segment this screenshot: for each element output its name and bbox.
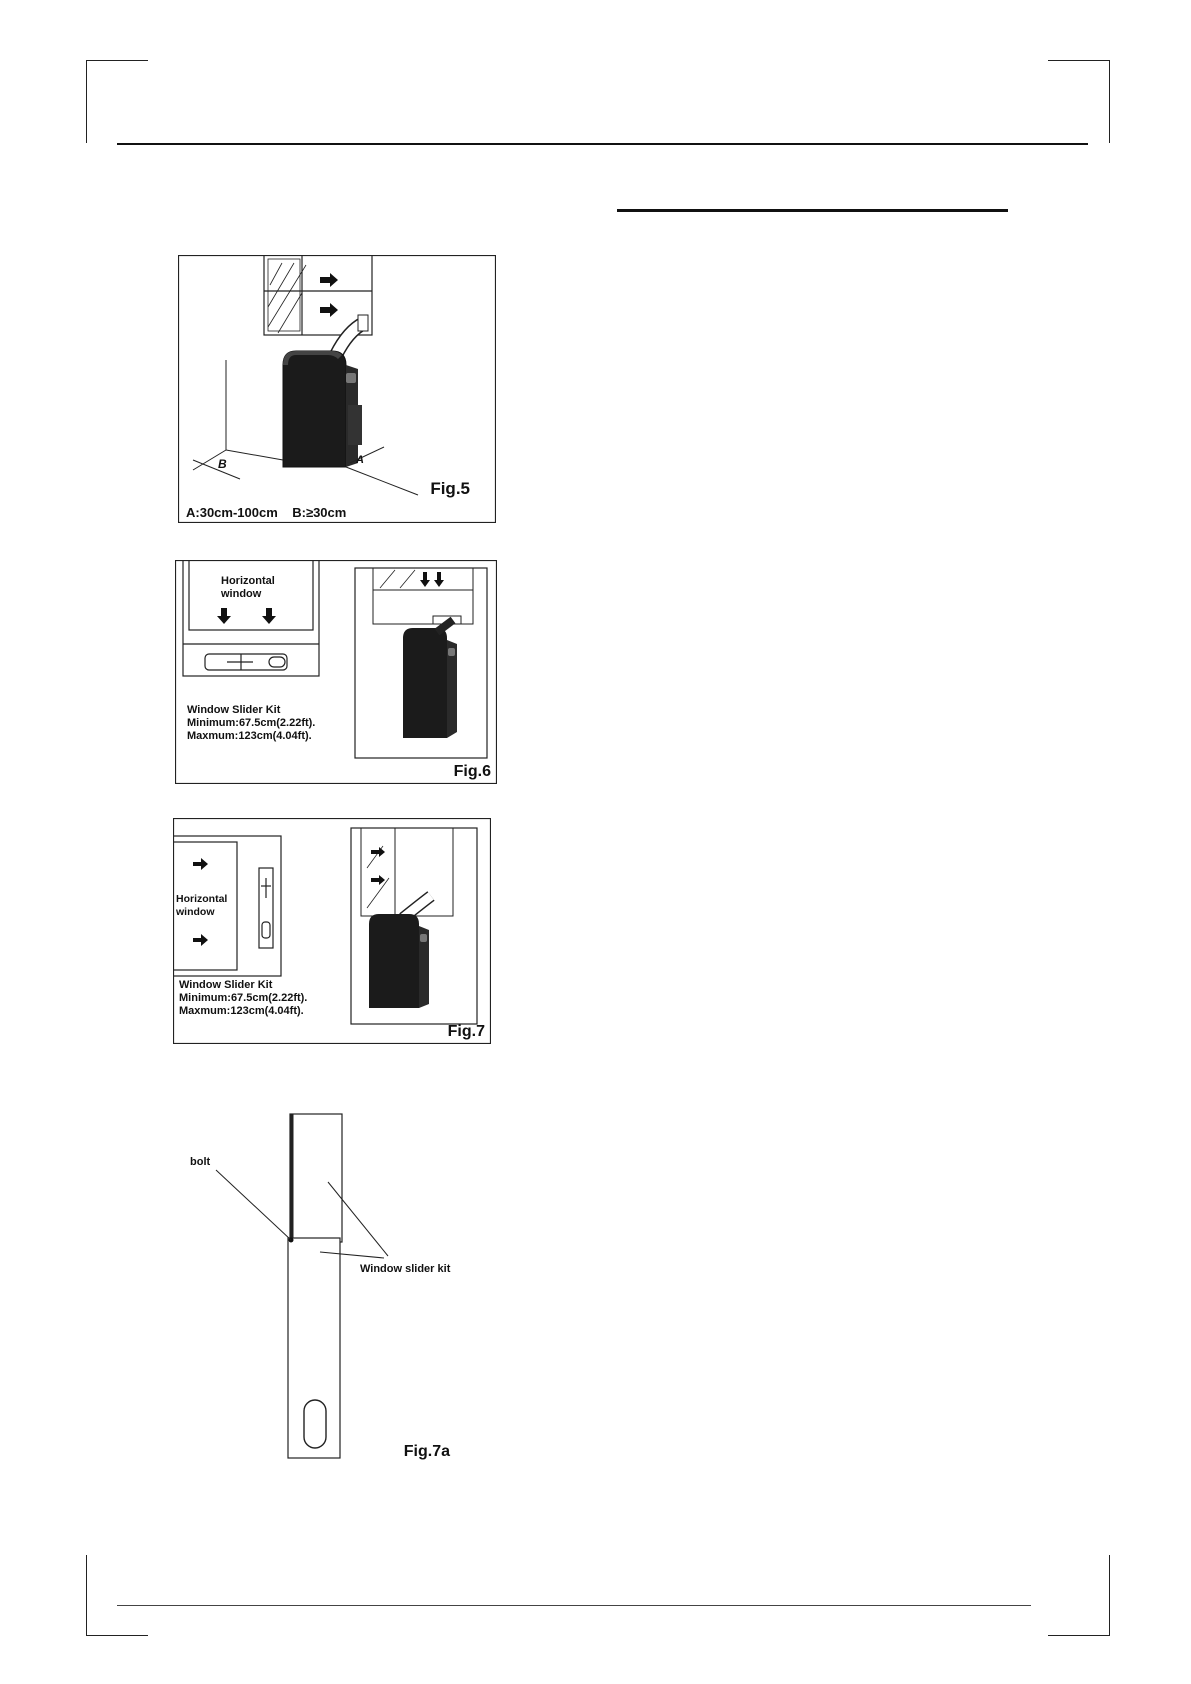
fig6-kit-min: Minimum:67.5cm(2.22ft).	[187, 717, 316, 729]
figure-7-illustration	[173, 818, 491, 1044]
figure-7	[173, 818, 491, 1044]
fig7-kit-min: Minimum:67.5cm(2.22ft).	[179, 992, 308, 1004]
hose-opening	[304, 1400, 326, 1448]
figure-5-label: Fig.5	[430, 479, 470, 498]
dimension-b-letter: B	[218, 457, 227, 471]
horizontal-window-line1: Horizontal	[221, 575, 275, 587]
crop-mark-top-left-v	[86, 60, 87, 143]
section-rule	[617, 209, 1008, 212]
crop-mark-top-right-v	[1109, 60, 1110, 143]
air-conditioner-unit	[283, 351, 362, 467]
fig7-kit-title: Window Slider Kit	[179, 979, 273, 991]
figure-5-illustration	[178, 255, 496, 523]
figure-6	[175, 560, 497, 784]
inset-illustration	[355, 568, 487, 758]
figure-7-label: Fig.7	[447, 1023, 485, 1040]
footer-rule	[117, 1605, 1031, 1606]
figure-7a-label: Fig.7a	[403, 1443, 450, 1460]
crop-mark-bottom-left-v	[86, 1555, 87, 1635]
fig7-kit-max: Maxmum:123cm(4.04ft).	[179, 1005, 304, 1017]
dimension-a-letter: A	[356, 454, 364, 466]
fig6-kit-max: Maxmum:123cm(4.04ft).	[187, 730, 312, 742]
bolt-label: bolt	[190, 1156, 211, 1168]
crop-mark-top-left-h	[86, 60, 148, 61]
horizontal-window-line2: window	[221, 588, 262, 600]
figure-6-illustration	[175, 560, 497, 784]
inset-illustration	[351, 828, 477, 1024]
figure-7a-illustration	[180, 1110, 480, 1462]
crop-mark-bottom-right-h	[1048, 1635, 1110, 1636]
figure-5	[178, 255, 496, 523]
window-slider-kit-label: Window slider kit	[360, 1263, 451, 1275]
crop-mark-top-right-h	[1048, 60, 1110, 61]
figure-7a	[180, 1110, 480, 1462]
figure-5-caption: A:30cm-100cm B:≥30cm	[186, 505, 347, 520]
figure-6-label: Fig.6	[453, 763, 491, 780]
crop-mark-bottom-left-h	[86, 1635, 148, 1636]
crop-mark-bottom-right-v	[1109, 1555, 1110, 1635]
header-rule	[117, 143, 1088, 145]
fig6-kit-title: Window Slider Kit	[187, 704, 281, 716]
horizontal-window-line2: window	[176, 906, 215, 918]
upper-slider-panel	[290, 1114, 342, 1242]
horizontal-window-line1: Horizontal	[176, 893, 228, 905]
